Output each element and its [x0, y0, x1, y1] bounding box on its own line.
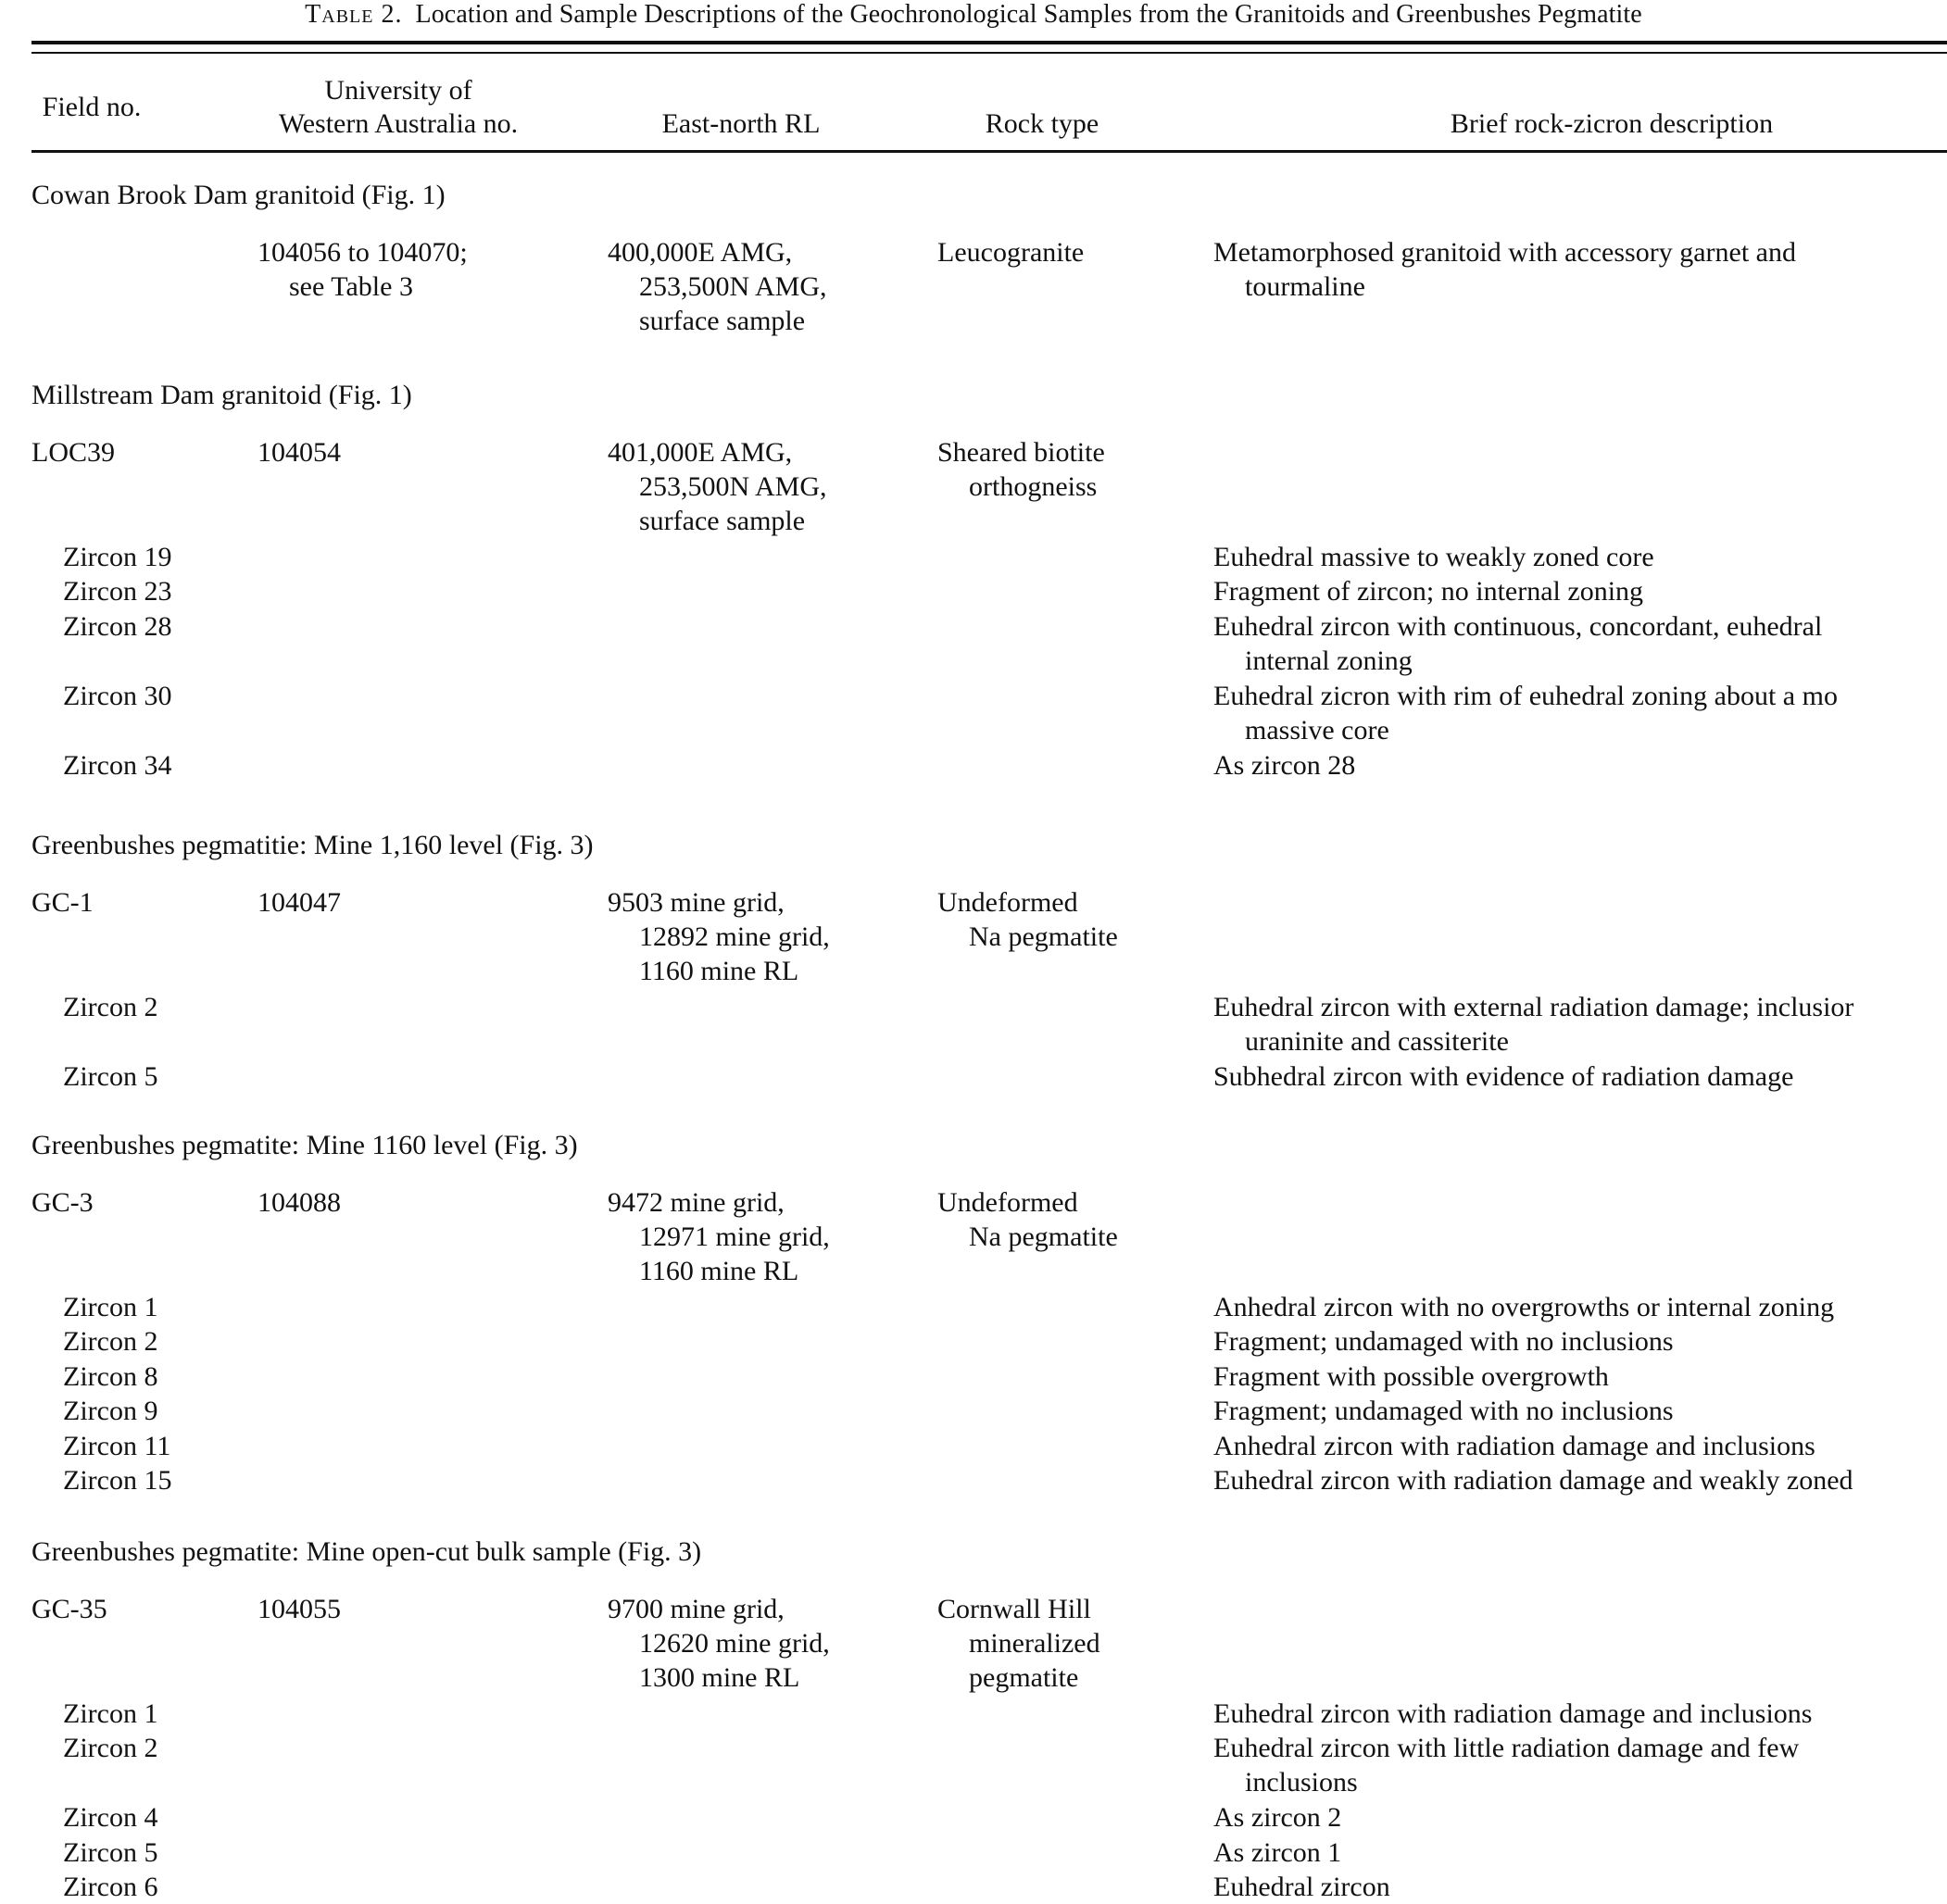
- zircon-name-cell: Zircon 2: [63, 1326, 158, 1357]
- rock-type-cell: Cornwall Hill mineralized pegmatite: [937, 1594, 1100, 1693]
- zircon-description-cell: As zircon 1: [1213, 1836, 1342, 1868]
- zircon-name-cell: Zircon 1: [63, 1291, 158, 1322]
- field-no-cell: LOC39: [31, 437, 115, 468]
- group-title: Greenbushes pegmatite: Mine 1160 level (Fig. 3): [31, 1130, 578, 1160]
- zircon-name-cell: Zircon 11: [63, 1430, 171, 1461]
- header-rule: [31, 150, 1947, 153]
- rock-type-cell: Sheared biotite orthogneiss: [937, 437, 1105, 502]
- group-title: Greenbushes pegmatite: Mine open-cut bulk sample (Fig. 3): [31, 1536, 702, 1567]
- zircon-description-cell: Fragment of zircon; no internal zoning: [1213, 576, 1644, 607]
- zircon-description-cell: Anhedral zircon with no overgrowths or internal zoning: [1213, 1291, 1835, 1322]
- zircon-description-cell: Subhedral zircon with evidence of radiation damage: [1213, 1060, 1794, 1092]
- uwa-no-cell: 104088: [258, 1187, 341, 1218]
- header-uwa-no: University of Western Australia no.: [278, 75, 519, 139]
- uwa-no-cell: 104055: [258, 1594, 341, 1624]
- rock-type-cell: Undeformed Na pegmatite: [937, 887, 1118, 952]
- zircon-name-cell: Zircon 6: [63, 1872, 158, 1902]
- top-rule-secondary: [31, 52, 1947, 54]
- location-cell: 9472 mine grid, 12971 mine grid, 1160 mine RL: [608, 1187, 830, 1286]
- zircon-description-cell: Fragment with possible overgrowth: [1213, 1360, 1609, 1392]
- zircon-name-cell: Zircon 4: [63, 1802, 158, 1833]
- zircon-description-cell: Euhedral zircon with radiation damage and inclusions: [1213, 1697, 1813, 1729]
- zircon-name-cell: Zircon 28: [63, 610, 172, 642]
- group-title: Greenbushes pegmatitie: Mine 1,160 level (Fig. 3): [31, 830, 594, 860]
- zircon-description-cell: Anhedral zircon with radiation damage and inclusions: [1213, 1430, 1815, 1461]
- zircon-name-cell: Zircon 34: [63, 749, 172, 781]
- zircon-description-cell: Euhedral zircon with continuous, concordant, euhedral internal zoning: [1213, 610, 1823, 676]
- group-title: Cowan Brook Dam granitoid (Fig. 1): [31, 180, 446, 210]
- field-no-cell: GC-1: [31, 887, 94, 918]
- uwa-no-cell: 104056 to 104070; see Table 3: [258, 237, 468, 302]
- zircon-description-cell: Euhedral massive to weakly zoned core: [1213, 541, 1654, 572]
- field-no-cell: GC-3: [31, 1187, 94, 1218]
- top-rule: [31, 41, 1947, 44]
- zircon-name-cell: Zircon 15: [63, 1465, 172, 1496]
- zircon-name-cell: Zircon 19: [63, 541, 172, 572]
- zircon-name-cell: Zircon 9: [63, 1396, 158, 1426]
- zircon-description-cell: Euhedral zircon with external radiation damage; inclusior uraninite and cassiterite: [1213, 991, 1854, 1057]
- zircon-description-cell: Euhedral zircon with radiation damage and weakly zoned: [1213, 1465, 1853, 1496]
- zircon-name-cell: Zircon 23: [63, 576, 172, 607]
- zircon-name-cell: Zircon 2: [63, 991, 158, 1022]
- header-east-north: East-north RL: [661, 108, 821, 139]
- location-cell: 401,000E AMG, 253,500N AMG, surface sample: [608, 437, 827, 536]
- table-label: Table 2.: [305, 0, 403, 29]
- rock-type-cell: Leucogranite: [937, 237, 1085, 268]
- zircon-name-cell: Zircon 1: [63, 1697, 158, 1729]
- zircon-description-cell: Euhedral zicron with rim of euhedral zoning about a mo massive core: [1213, 680, 1838, 745]
- description-cell: Metamorphosed granitoid with accessory garnet and tourmaline: [1213, 237, 1796, 302]
- rock-type-cell: Undeformed Na pegmatite: [937, 1187, 1118, 1252]
- location-cell: 400,000E AMG, 253,500N AMG, surface sample: [608, 237, 827, 336]
- zircon-description-cell: Euhedral zircon with little radiation damage and few inclusions: [1213, 1733, 1800, 1798]
- zircon-name-cell: Zircon 5: [63, 1060, 158, 1092]
- zircon-description-cell: As zircon 2: [1213, 1802, 1342, 1833]
- uwa-no-cell: 104054: [258, 437, 341, 468]
- header-description: Brief rock-zicron description: [1450, 108, 1774, 139]
- header-rock-type: Rock type: [985, 108, 1099, 139]
- location-cell: 9503 mine grid, 12892 mine grid, 1160 mine RL: [608, 887, 830, 986]
- zircon-name-cell: Zircon 30: [63, 680, 172, 711]
- header-field-no: Field no.: [42, 92, 142, 122]
- location-cell: 9700 mine grid, 12620 mine grid, 1300 mine RL: [608, 1594, 830, 1693]
- zircon-name-cell: Zircon 5: [63, 1836, 158, 1868]
- table-title: Location and Sample Descriptions of the Geochronological Samples from the Granitoids and Greenbushes Pegmatite: [415, 0, 1642, 29]
- table-caption: [0, 0, 1947, 30]
- zircon-name-cell: Zircon 2: [63, 1733, 158, 1763]
- group-title: Millstream Dam granitoid (Fig. 1): [31, 380, 412, 410]
- field-no-cell: GC-35: [31, 1594, 107, 1624]
- zircon-description-cell: As zircon 28: [1213, 749, 1356, 781]
- zircon-name-cell: Zircon 8: [63, 1360, 158, 1392]
- zircon-description-cell: Euhedral zircon: [1213, 1872, 1390, 1902]
- zircon-description-cell: Fragment; undamaged with no inclusions: [1213, 1396, 1674, 1426]
- zircon-description-cell: Fragment; undamaged with no inclusions: [1213, 1326, 1674, 1357]
- uwa-no-cell: 104047: [258, 887, 341, 918]
